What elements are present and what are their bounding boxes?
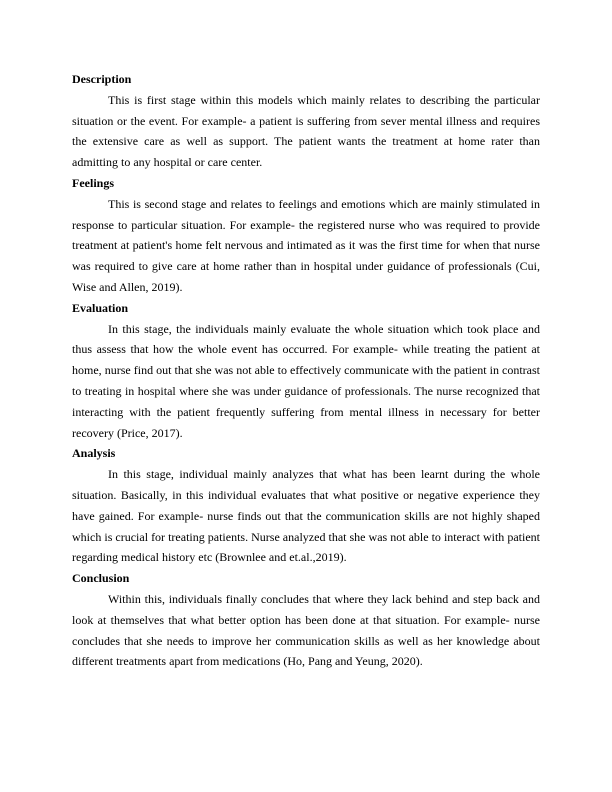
section-description: [72, 69, 540, 173]
section-heading-feelings: Feelings: [72, 175, 114, 190]
section-body-feelings: This is second stage and relates to feelings and emotions which are mainly stimulated in response to particular situation. For example- the registered nurse who was required to provide treatment at patient's home felt nervous and intimated as it was the first time for when that nurse was required to give care at home rather than in hospital under guidance of professionals (Cui, Wise and Allen, 2019).: [72, 196, 540, 294]
section-evaluation: [72, 298, 540, 444]
section-body-evaluation: In this stage, the individuals mainly evaluate the whole situation which took place and thus assess that how the whole event has occurred. For example- while treating the patient at home, nurse find out that she was not able to effectively communicate with the patient in contrast to treating in hospital where she was under guidance of professionals. The nurse recognized that interacting with the patient frequently suffering from mental illness in necessary for better recovery (Price, 2017).: [72, 321, 540, 440]
section-heading-evaluation: Evaluation: [72, 300, 129, 315]
section-body-analysis: In this stage, individual mainly analyzes that what has been learnt during the whole situation. Basically, in this individual evaluates that what positive or negative experience they have gained. For example- nurse finds out that the communication skills are not highly shaped which is crucial for treating patients. Nurse analyzed that she was not able to interact with patient regarding medical history etc (Brownlee and et.al.,2019).: [72, 467, 540, 565]
section-feelings: [72, 173, 540, 298]
section-body-conclusion: Within this, individuals finally concludes that where they lack behind and step back and look at themselves that what better option has been done at that situation. For example- nurse concludes that she needs to improve her communication skills as well as her knowledge about different treatments apart from medications (Ho, Pang and Yeung, 2020).: [72, 591, 540, 669]
section-heading-description: Description: [72, 72, 132, 86]
section-conclusion: [72, 568, 540, 672]
section-heading-analysis: Analysis: [72, 446, 116, 461]
section-heading-conclusion: Conclusion: [72, 571, 130, 586]
section-body-description: This is first stage within this models which mainly relates to describing the particular situation or the event. For example- a patient is suffering from sever mental illness and requires the extensive care as well as support. The patient wants the treatment at home rater than admitting to any hospital or care center.: [72, 92, 540, 170]
document-page: [72, 69, 540, 672]
section-analysis: [72, 443, 540, 568]
